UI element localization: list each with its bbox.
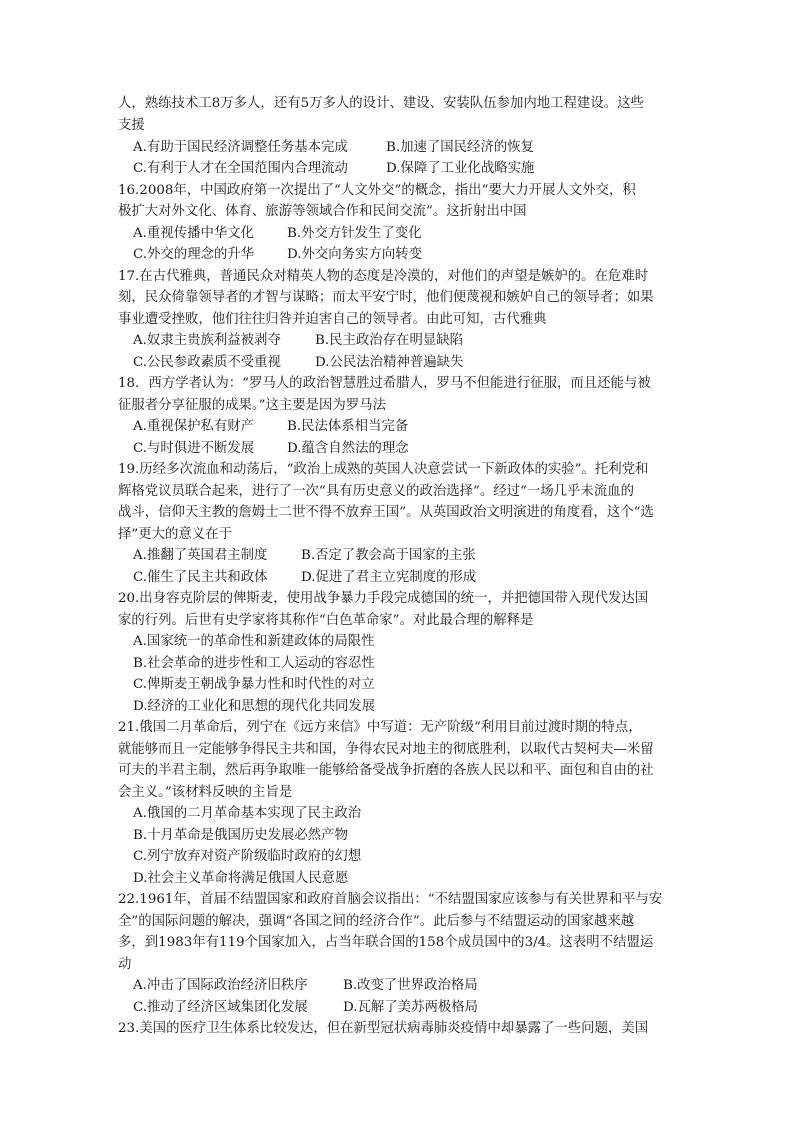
q21-stem-line-2: 就能够而且一定能够争得民主共和国，争得农民对地主的彻底胜利，以取代古契柯夫—米留 (118, 742, 654, 757)
q20-stem-line-1: 20.出身容克阶层的俾斯麦，使用战争暴力手段完成德国的统一，并把德国带入现代发达国 (118, 591, 649, 606)
q19-option-d: D.促进了君主立宪制度的形成 (301, 570, 477, 585)
q20-option-b: B.社会革命的进步性和工人运动的容忍性 (133, 656, 375, 671)
q20-stem-line-2: 家的行列。后世有史学家将其称作“白色革命家”。对此最合理的解释是 (118, 613, 534, 628)
q22-option-a: A.冲击了国际政治经济旧秩序 (133, 978, 308, 993)
q16-stem-line-2: 极扩大对外文化、体育、旅游等领域合作和民间交流”。这折射出中国 (118, 204, 527, 219)
q22-stem-line-3: 多，到1983年有119个国家加入，占当年联合国的158个成员国中的3/4。这表明不结盟运 (118, 935, 654, 950)
q19-stem-line-2: 辉格党议员联合起来，进行了一次“具有历史意义的政治选择”。经过“一场几乎未流血的 (118, 484, 634, 499)
q19-stem-line-3: 战斗，信仰天主教的詹姆士二世不得不放弃王国”。从英国政治文明演进的角度看，这个“选 (118, 505, 654, 520)
q22-option-c: C.推动了经济区域集团化发展 (133, 1000, 308, 1015)
q23-stem-line-1: 23.美国的医疗卫生体系比较发达，但在新型冠状病毒肺炎疫情中却暴露了一些问题，美国 (118, 1021, 649, 1036)
q15-option-d: D.保障了工业化战略实施 (386, 161, 535, 176)
q17-option-c: C.公民参政素质不受重视 (133, 355, 281, 370)
q21-option-c: C.列宁放弃对资产阶级临时政府的幻想 (133, 849, 362, 864)
q17-option-b: B.民主政治存在明显缺陷 (315, 333, 464, 348)
q18-stem-line-1: 18．西方学者认为：“罗马人的政治智慧胜过希腊人，罗马不但能进行征服，而且还能与被 (118, 376, 651, 391)
q18-option-c: C.与时俱进不断发展 (133, 441, 255, 456)
q20-option-c: C.俾斯麦王朝战争暴力性和时代性的对立 (133, 677, 375, 692)
q21-stem-line-4: 会主义。”该材料反映的主旨是 (118, 785, 293, 800)
q15-option-a: A.有助于国民经济调整任务基本完成 (133, 140, 348, 155)
q16-option-b: B.外交方针发生了变化 (287, 226, 422, 241)
q17-stem-line-2: 刻，民众倚靠领导者的才智与谋略；而太平安宁时，他们便蔑视和嫉妒自己的领导者；如果 (118, 290, 654, 305)
q16-option-c: C.外交的理念的升华 (133, 247, 255, 262)
q20-option-d: D.经济的工业化和思想的现代化共同发展 (133, 699, 376, 714)
q22-option-d: D.瓦解了美苏两极格局 (343, 1000, 479, 1015)
q22-stem-line-1: 22.1961年，首届不结盟国家和政府首脑会议指出：“不结盟国家应该参与有关世界和平与安 (118, 892, 663, 907)
q15-option-b: B.加速了国民经济的恢复 (386, 140, 535, 155)
intro-line-2: 支援 (118, 118, 145, 133)
q17-stem-line-3: 事业遭受挫败，他们往往归咎并迫害自己的领导者。由此可知，古代雅典 (118, 312, 547, 327)
q17-stem-line-1: 17.在古代雅典，普通民众对精英人物的态度是冷漠的，对他们的声望是嫉妒的。在危难时 (118, 269, 649, 284)
q22-stem-line-4: 动 (118, 957, 132, 972)
q21-option-a: A.俄国的二月革命基本实现了民主政治 (133, 806, 362, 821)
q19-option-c: C.催生了民主共和政体 (133, 570, 268, 585)
q17-option-a: A.奴隶主贵族利益被剥夺 (133, 333, 281, 348)
q16-option-d: D.外交向务实方向转变 (287, 247, 423, 262)
q21-stem-line-3: 可夫的半君主制，然后再争取唯一能够给备受战争折磨的各族人民以和平、面包和自由的社 (118, 763, 654, 778)
q21-option-b: B.十月革命是俄国历史发展必然产物 (133, 828, 348, 843)
q17-option-d: D.公民法治精神普遍缺失 (315, 355, 464, 370)
q19-option-b: B.否定了教会高于国家的主张 (301, 548, 476, 563)
q22-option-b: B.改变了世界政治格局 (343, 978, 478, 993)
q19-stem-line-1: 19.历经多次流血和动荡后，“政治上成熟的英国人决意尝试一下新政体的实验”。托利党和 (118, 462, 649, 477)
q15-option-c: C.有利于人才在全国范围内合理流动 (133, 161, 348, 176)
q18-option-d: D.蕴含自然法的理念 (287, 441, 409, 456)
q21-stem-line-1: 21.俄国二月革命后，列宁在《远方来信》中写道：无产阶级“利用目前过渡时期的特点， (118, 720, 642, 735)
q16-option-a: A.重视传播中华文化 (133, 226, 255, 241)
q18-option-b: B.民法体系相当完备 (287, 419, 409, 434)
intro-line-1: 人，熟练技术工8万多人，还有5万多人的设计、建设、安装队伍参加内地工程建设。这些 (118, 96, 644, 111)
q19-stem-line-4: 择”更大的意义在于 (118, 527, 232, 542)
q18-stem-line-2: 征服者分享征服的成果。”这主要是因为罗马法 (118, 398, 386, 413)
q22-stem-line-2: 全”的国际问题的解决，强调“各国之间的经济合作”。此后参与不结盟运动的国家越来越 (118, 914, 634, 929)
q18-option-a: A.重视保护私有财产 (133, 419, 255, 434)
q21-option-d: D.社会主义革命将满足俄国人民意愿 (133, 871, 349, 886)
q16-stem-line-1: 16.2008年，中国政府第一次提出了“人文外交”的概念，指出“要大力开展人文外交，积 (118, 183, 636, 198)
q19-option-a: A.推翻了英国君主制度 (133, 548, 268, 563)
q20-option-a: A.国家统一的革命性和新建政体的局限性 (133, 634, 375, 649)
